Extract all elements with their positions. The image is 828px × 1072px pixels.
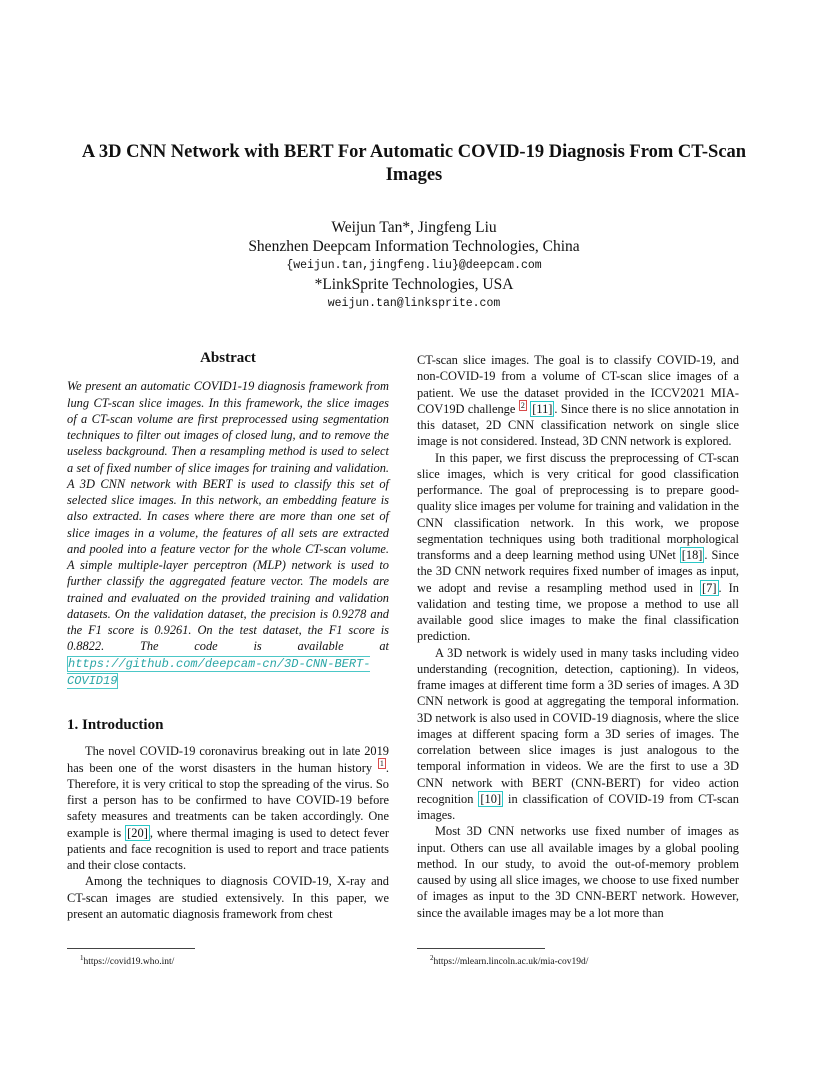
- right-paragraph-2: [417, 645, 739, 824]
- citation-20[interactable]: [20]: [127, 825, 148, 840]
- right-p0-text-a: CT-scan slice images. The goal is to classify COVID-19, and non-COVID-19 from a volume of CT-scan slice images of a patient. We use the dataset provided in the ICCV2021 MIA-COV19D challenge: [417, 353, 739, 416]
- right-column: [417, 352, 739, 921]
- right-p1-text-b: . Since the 3D CNN network requires fixed number of images as input, we adopt and revise a resampling method used in: [417, 548, 739, 595]
- footnote-ref-2[interactable]: 2: [520, 400, 525, 410]
- citation-7[interactable]: [7]: [702, 580, 717, 595]
- affiliation-1: Shenzhen Deepcam Information Technologies, China: [248, 238, 580, 255]
- right-paragraph-1: [417, 450, 739, 645]
- author-block: [100, 218, 728, 313]
- intro-p1-text-c: , where thermal imaging is used to detect fever patients and face recognition is used to report and trace patients and their close contacts.: [67, 825, 389, 872]
- footnote-2-text: https://mlearn.lincoln.ac.uk/mia-cov19d/: [433, 957, 589, 968]
- intro-p1-text-a: The novel COVID-19 coronavirus breaking out in late 2019 has been one of the worst disasters in the human history: [67, 744, 389, 775]
- footnote-rule-left: [67, 948, 195, 949]
- footnote-2-mark: 2: [430, 954, 434, 962]
- citation-18[interactable]: [18]: [681, 548, 703, 562]
- right-paragraph-0: [417, 352, 739, 450]
- footnote-1-mark: 1: [80, 954, 84, 962]
- left-column: [67, 348, 389, 922]
- intro-paragraph-1: [67, 743, 389, 873]
- footnote-ref-1[interactable]: 1: [379, 759, 384, 769]
- footnote-1-text: https://covid19.who.int/: [83, 957, 175, 968]
- author-names: Weijun Tan*, Jingfeng Liu: [331, 219, 497, 236]
- abstract-heading: Abstract: [200, 350, 256, 366]
- right-p1-text-c: . In validation and testing time, we propose a method to use all available good slice images to make the final classification prediction.: [417, 580, 739, 644]
- code-link[interactable]: https://github.com/deepcam-cn/3D-CNN-BERT-COVID19: [67, 656, 371, 688]
- abstract-text: [67, 378, 389, 689]
- email-2: weijun.tan@linksprite.com: [327, 297, 501, 310]
- footnote-1: [80, 952, 174, 968]
- email-1: {weijun.tan,jingfeng.liu}@deepcam.com: [286, 259, 542, 272]
- intro-p1-text-b: . Therefore, it is very critical to stop the spreading of the virus. So first a person has to be confirmed to have COVID-19 before safety measures and treatments can be taken accordingly. One example is: [67, 760, 389, 840]
- footnote-rule-right: [417, 948, 545, 949]
- right-p0-text-b: . Since there is no slice annotation in this dataset, 2D CNN classification network on single slice image is not considered. Instead, 3D CNN network is explored.: [417, 401, 739, 449]
- intro-paragraph-2: Among the techniques to diagnosis COVID-19, X-ray and CT-scan images are studied extensively. In this paper, we present an automatic diagnosis framework from chest: [67, 874, 389, 921]
- intro-heading: 1. Introduction: [67, 717, 164, 733]
- footnote-2: [430, 952, 588, 968]
- affiliation-2: *LinkSprite Technologies, USA: [314, 276, 514, 293]
- right-paragraph-3: Most 3D CNN networks use fixed number of images as input. Others can use all available images by a global pooling method. In our study, to avoid the out-of-memory problem caused by using all slice images, we choose to use fixed number of images as input to the 3D CNN-BERT network. However, since the available images may be a lot more than: [417, 824, 739, 920]
- right-p1-text-a: In this paper, we first discuss the preprocessing of CT-scan slice images, which is very critical for good classification performance. The goal of preprocessing is to prepare good-quality slice images per volume for training and validation in the CNN classification network. In this work, we propose segmentation techniques using both traditional morphological transforms and a deep learning method using UNet: [417, 450, 739, 562]
- abstract-body: We present an automatic COVID1-19 diagnosis framework from lung CT-scan slice images. In this framework, the slice images of a CT-scan volume are first preprocessed using segmentation techniques to filter out images of closed lung, and to remove the useless background. Then a resampling method is used to select a set of fixed number of slice images for training and validation. A 3D CNN network with BERT is used to classify this set of selected slice images. In this network, an embedding feature is also extracted. In cases where there are more than one set of slice images in a volume, the features of all sets are extracted and pooled into a feature vector for the whole CT-scan volume. A simple multiple-layer perceptron (MLP) network is used to further classify the aggregated feature vector. The models are trained and evaluated on the provided training and validation datasets. On the validation dataset, the precision is 0.9278 and the F1 score is 0.9261. On the test dataset, the F1 score is 0.8822. The code is available at: [67, 379, 389, 654]
- right-p2-text-b: in classification of COVID-19 from CT-scan images.: [417, 791, 739, 822]
- citation-11[interactable]: [11]: [532, 401, 553, 416]
- paper-title: A 3D CNN Network with BERT For Automatic COVID-19 Diagnosis From CT-Scan Images: [81, 142, 747, 185]
- right-p2-text-a: A 3D network is widely used in many tasks including video understanding (recognition, detection, captioning). In videos, frame images at different time form a 3D series of images. A 3D CNN network is good at aggregating the temporal information. 3D network is also used in COVID-19 diagnosis, where the slice images at different spacing form a 3D series of images. The correlation between slice images is just analogous to the temporal information in videos. We are the first to use a 3D CNN network with BERT (CNN-BERT) for video action recognition: [417, 645, 739, 806]
- citation-10[interactable]: [10]: [480, 791, 502, 806]
